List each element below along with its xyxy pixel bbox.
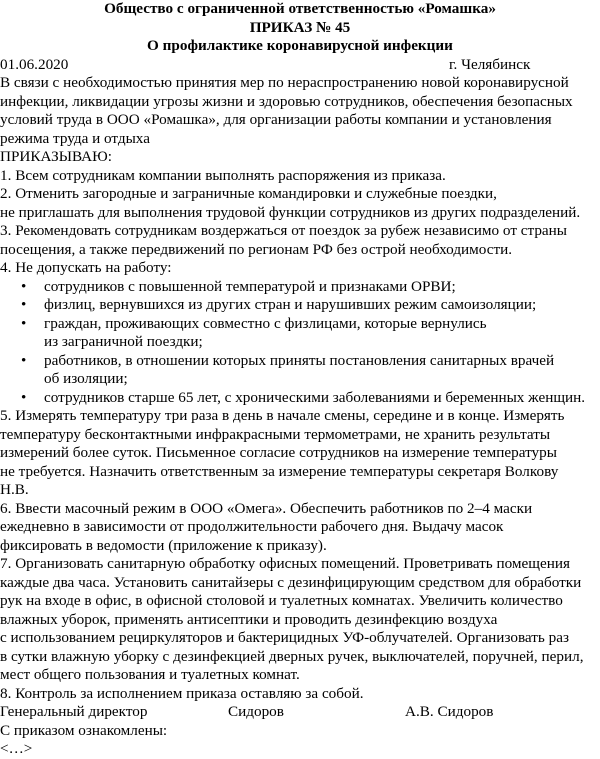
- bullet-icon: •: [21, 296, 27, 313]
- item-line: 6. Ввести масочный режим в ООО «Омега». Обеспечить работников по 2–4 маски: [0, 499, 533, 517]
- signer-full-name: А.В. Сидоров: [405, 703, 494, 720]
- item-4: [0, 259, 600, 407]
- list-item: [0, 315, 600, 352]
- item-line: 3. Рекомендовать сотрудникам воздержаться от поездок за рубеж независимо от страны: [0, 222, 567, 239]
- item-line: мест общего пользования и туалетных комнат.: [0, 666, 300, 683]
- order-date: 01.06.2020: [0, 55, 69, 73]
- list-item: [0, 296, 600, 315]
- item-line: фиксировать в ведомости (приложение к приказу).: [0, 536, 327, 554]
- preamble-line: условий труда в ООО «Ромашка», для организации работы компании и установления: [0, 111, 552, 128]
- list-item-text: из заграничной поездки;: [44, 333, 203, 350]
- item-line: посещения, а также передвижений по регионам РФ без острой необходимости.: [0, 240, 513, 258]
- item-1: [0, 167, 600, 186]
- list-item-text: граждан, проживающих совместно с физлицами, которые вернулись: [44, 314, 487, 332]
- item-line: 7. Организовать санитарную обработку офисных помещений. Проветривать помещения: [0, 555, 570, 572]
- preamble: [0, 74, 600, 148]
- item-line: 5. Измерять температуру три раза в день в начале смены, середине и в конце. Измерять: [0, 407, 565, 424]
- item-line: влажных уборок, применять антисептики и проводить дезинфекцию воздуха: [0, 610, 498, 628]
- preamble-line: режима труда и отдыха: [0, 129, 150, 147]
- item-line: не требуется. Назначить ответственным за измерение температуры секретаря Волкову: [0, 462, 559, 480]
- acknowledgement-label: С приказом ознакомлены:: [0, 721, 168, 739]
- order-city: г. Челябинск: [449, 55, 531, 73]
- item-3: [0, 222, 600, 259]
- list-item-text: сотрудников с повышенной температурой и признаками ОРВИ;: [44, 277, 456, 295]
- order-title: ПРИКАЗ № 45: [249, 18, 351, 36]
- list-item: [0, 352, 600, 389]
- item-line: 4. Не допускать на работу:: [0, 259, 172, 276]
- list-item: [0, 389, 600, 408]
- order-word: ПРИКАЗЫВАЮ:: [0, 148, 112, 165]
- date-line: [0, 56, 600, 75]
- item-line: 1. Всем сотрудникам компании выполнять распоряжения из приказа.: [0, 166, 446, 184]
- preamble-line: В связи с необходимостью принятия мер по нераспространению новой коронавирусной: [0, 74, 569, 91]
- item-2: [0, 185, 600, 222]
- item-line: с использованием рециркуляторов и бактерицидных УФ-облучателей. Организовать раз: [0, 629, 569, 646]
- item-line: температуру бесконтактными инфракрасными термометрами, не хранить результаты: [0, 425, 551, 443]
- signer-position: Генеральный директор: [0, 703, 148, 720]
- item-line: в сутки влажную уборку с дезинфекцией дверных ручек, выключателей, поручней, перил,: [0, 647, 584, 665]
- item-line: 2. Отменить загородные и заграничные командировки и служебные поездки,: [0, 185, 497, 202]
- item-7: [0, 555, 600, 685]
- item-line: измерений более суток. Письменное согласие сотрудников на измерение температуры: [0, 444, 557, 461]
- bullet-icon: •: [21, 351, 27, 369]
- list-item-text: об изоляции;: [44, 370, 128, 387]
- bullet-icon: •: [21, 277, 27, 295]
- item-6: [0, 500, 600, 556]
- item-line: рук на входе в офис, в офисной столовой и туалетных комнатах. Увеличить количество: [0, 592, 563, 609]
- bullet-icon: •: [21, 388, 27, 406]
- bullet-icon: •: [21, 314, 27, 332]
- item-line: не приглашать для выполнения трудовой функции сотрудников из других подразделений.: [0, 203, 581, 221]
- item-8: [0, 685, 600, 704]
- order-subject: О профилактике коронавирусной инфекции: [147, 37, 453, 54]
- list-item-text: физлиц, вернувшихся из других стран и нарушивших режим самоизоляции;: [44, 296, 537, 313]
- item-line: Н.В.: [0, 481, 29, 498]
- company-name: Общество с ограниченной ответственностью «Ромашка»: [104, 0, 496, 17]
- acknowledgement-placeholder: <…>: [0, 740, 33, 757]
- item-5: [0, 407, 600, 500]
- signature: Сидоров: [228, 703, 284, 720]
- item-line: ежедневно в зависимости от продолжительности рабочего дня. Выдачу масок: [0, 518, 504, 535]
- list-item-text: работников, в отношении которых приняты постановления санитарных врачей: [44, 351, 555, 369]
- signature-line: [0, 703, 600, 722]
- list-item: [0, 278, 600, 297]
- item-line: 8. Контроль за исполнением приказа оставляю за собой.: [0, 684, 364, 702]
- list-item-text: сотрудников старше 65 лет, с хроническими заболеваниями и беременных женщин.: [44, 388, 586, 406]
- preamble-line: инфекции, ликвидации угрозы жизни и здоровью сотрудников, обеспечения безопасных: [0, 92, 573, 110]
- item-line: каждые два часа. Установить санитайзеры с дезинфицирующим средством для обработки: [0, 573, 582, 591]
